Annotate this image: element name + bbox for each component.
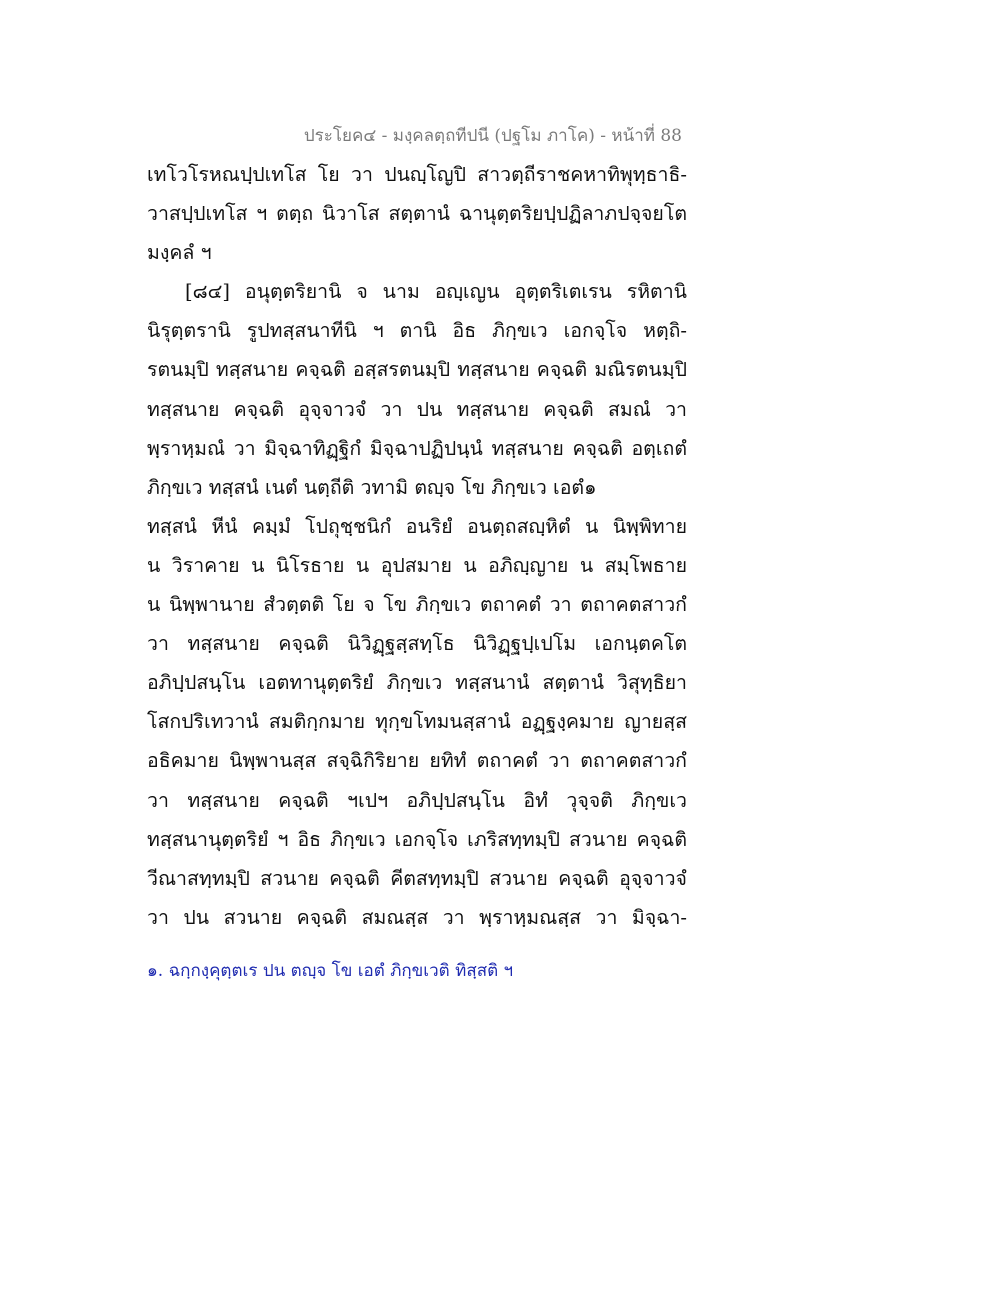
- body-text: [147, 155, 687, 937]
- text-line: ทสฺสนํ หีนํ คมฺมํ โปถุชฺชนิกํ อนริยํ อนตฺถสญฺหิตํ น นิพฺพิทาย: [147, 514, 687, 538]
- footnote: ๑. ฉกฺกงฺคุตฺตเร ปน ตญฺจ โข เอตํ ภิกฺขเวติ ทิสฺสติ ฯ: [147, 961, 514, 981]
- text-line: ภิกฺขเว ทสฺสนํ เนตํ นตฺถีติ วทามิ ตญฺจ โข ภิกฺขเว เอตํ๑: [147, 475, 597, 499]
- text-line: เทโวโรหณปฺปเทโส โย วา ปนญฺโญปิ สาวตฺถีราชคหาทิพุทฺธาธิ-: [147, 163, 687, 186]
- text-line: อธิคมาย นิพฺพานสฺส สจฺฉิกิริยาย ยทิทํ ตถาคตํ วา ตถาคตสาวกํ: [147, 749, 687, 773]
- text-line: น นิพฺพานาย สํวตฺตติ โย จ โข ภิกฺขเว ตถาคตํ วา ตถาคตสาวกํ: [147, 593, 687, 617]
- text-line: วา ทสฺสนาย คจฺฉติ นิวิฏฺฐสฺสทฺโธ นิวิฏฺฐปฺเปโม เอกนฺตคโต: [147, 632, 687, 656]
- text-line: วีณาสทฺทมฺปิ สวนาย คจฺฉติ คีตสทฺทมฺปิ สวนาย คจฺฉติ อุจฺจาวจํ: [147, 866, 687, 890]
- text-line: ทสฺสนานุตฺตริยํ ฯ อิธ ภิกฺขเว เอกจฺโจ เภริสทฺทมฺปิ สวนาย คจฺฉติ: [147, 827, 687, 851]
- text-line: วา ทสฺสนาย คจฺฉติ ฯเปฯ อภิปฺปสนฺโน อิทํ วุจฺจติ ภิกฺขเว: [147, 788, 687, 812]
- text-line: วาสปฺปเทโส ฯ ตตฺถ นิวาโส สตฺตานํ ฉานุตฺตริยปฺปฏิลาภปจฺจยโต: [147, 202, 687, 226]
- text-line: วา ปน สวนาย คจฺฉติ สมณสฺส วา พฺราหฺมณสฺส วา มิจฺฉา-: [147, 905, 687, 929]
- text-line: โสกปริเทวานํ สมติกฺกมาย ทุกฺขโทมนสฺสานํ อฏฺฐงฺคมาย ญายสฺส: [147, 710, 687, 734]
- paragraph-start-line: [๘๔] อนุตฺตริยานิ จ นาม อญฺเญน อุตฺตริเตเรน รหิตานิ: [185, 280, 687, 304]
- text-line: น วิราคาย น นิโรธาย น อุปสมาย น อภิญฺญาย น สมฺโพธาย: [147, 553, 687, 577]
- text-line: พฺราหฺมณํ วา มิจฺฉาทิฏฺฐิกํ มิจฺฉาปฏิปนฺนํ ทสฺสนาย คจฺฉติ อตฺเถตํ: [147, 436, 687, 460]
- text-line: รตนมฺปิ ทสฺสนาย คจฺฉติ อสฺสรตนมฺปิ ทสฺสนาย คจฺฉติ มณิรตนมฺปิ: [147, 358, 687, 382]
- text-line: มงฺคลํ ฯ: [147, 241, 212, 265]
- text-line: นิรุตฺตรานิ รูปทสฺสนาทีนิ ฯ ตานิ อิธ ภิกฺขเว เอกจฺโจ หตฺถิ-: [147, 319, 687, 343]
- text-line: อภิปฺปสนฺโน เอตทานุตฺตริยํ ภิกฺขเว ทสฺสนานํ สตฺตานํ วิสุทฺธิยา: [147, 671, 687, 695]
- running-header: ประโยค๔ - มงฺคลตฺถทีปนี (ปฐโม ภาโค) - หน้าที่ 88: [303, 126, 682, 146]
- text-line: ทสฺสนาย คจฺฉติ อุจฺจาวจํ วา ปน ทสฺสนาย คจฺฉติ สมณํ วา: [147, 397, 687, 421]
